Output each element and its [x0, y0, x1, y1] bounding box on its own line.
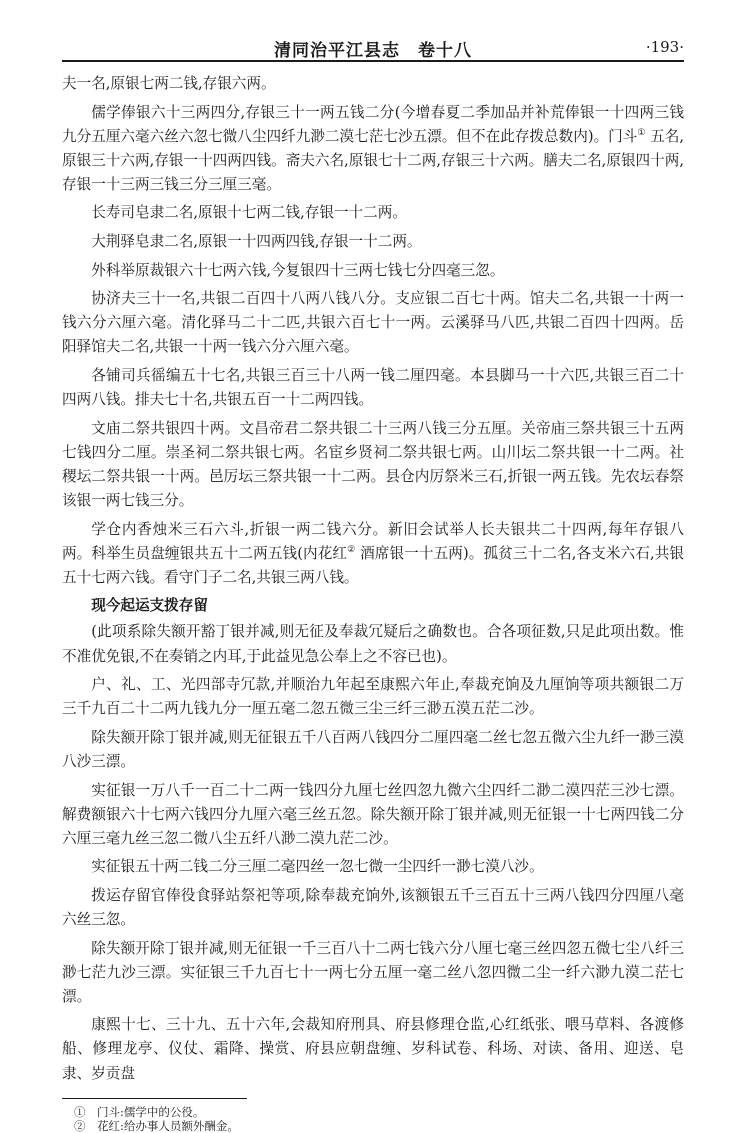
paragraph: [62, 259, 684, 283]
paragraph-text: 各铺司兵徭编五十七名,共银三百三十八两一钱二厘四毫。本县脚马一十六匹,共银三百二十四两八钱。排夫七十名,共银五百一十二两四钱。: [62, 367, 684, 409]
footnote-marker: ②: [347, 544, 356, 555]
page-number: ·193·: [645, 38, 684, 56]
paragraph-text: 学仓内香烛米三石六斗,折银一两二钱六分。新旧会试举人长夫银共二十四两,每年存银八两。科举生员盘缠银共五十二两五钱(内花红: [62, 520, 684, 562]
paragraph: [62, 287, 684, 359]
footnote-item: ① 门斗:儒学中的公役。: [74, 1104, 205, 1119]
paragraph-text: 五名,原银三十六两,存银一十四两四钱。斋夫六名,原银七十二两,存银三十六两。膳夫二名,原银四十两,存银一十三两三钱三分三厘三毫。: [62, 127, 685, 193]
paragraph: [62, 417, 684, 513]
footnote-marker: ①: [637, 127, 646, 138]
paragraph: [62, 201, 684, 225]
paragraph: [62, 72, 684, 96]
footnotes: [62, 1105, 684, 1133]
paragraph-text: 现今起运支拨存留: [91, 597, 208, 615]
paragraph-text: 协济夫三十一名,共银二百四十八两八钱八分。支应银二百七十两。馆夫二名,共银一十两一钱六分六厘六毫。清化驿马二十二匹,共银六百七十一两。云溪驿马八匹,共银二百四十四两。岳阳驿馆夫二名,共银一十两一钱六分六厘六毫。: [62, 290, 684, 356]
document-page: [62, 30, 684, 1133]
paragraph: [62, 230, 684, 254]
running-title: 清同治平江县志 卷十八: [274, 41, 472, 61]
paragraph: [62, 673, 684, 721]
paragraph: [62, 726, 684, 774]
paragraph-text: 外科举原裁银六十七两六钱,今复银四十三两七钱七分四毫三忽。: [91, 261, 505, 279]
paragraph-text: 拨运存留官俸役食驿站祭祀等项,除奉裁充饷外,该额银五千三百五十三两八钱四分四厘八毫六丝三忽。: [62, 886, 684, 928]
paragraph: [62, 518, 684, 590]
section-heading: [62, 594, 684, 618]
paragraph-text: 康熙十七、三十九、五十六年,会裁知府刑具、府县修理仓监,心红纸张、喂马草料、各渡修船、修理龙亭、仪仗、霜降、操赏、府县应朝盘缠、岁科试卷、科场、对读、备用、迎送、皂隶、岁贡盘: [62, 1016, 684, 1082]
paragraph: [62, 884, 684, 932]
paragraph: [62, 937, 684, 1009]
paragraph: [62, 779, 684, 851]
footnote-item: ② 花红:给办事人员额外酬金。: [74, 1118, 239, 1133]
paragraph-text: 除失额开除丁银并减,则无征银一千三百八十二两七钱六分八厘七毫三丝四忽五微七尘八纤三渺七茫九沙三漂。实征银三千九百七十一两七分五厘一毫二丝八忽四微二尘一纤六渺九漠二茫七漂。: [62, 939, 684, 1005]
paragraph: [62, 101, 684, 197]
page-header: [62, 30, 684, 62]
paragraph-text: 大荆驿皂隶二名,原银一十四两四钱,存银一十二两。: [91, 233, 422, 251]
paragraph: [62, 620, 684, 668]
paragraph-text: 户、礼、工、光四部寺冗款,并顺治九年起至康熙六年止,奉裁充饷及九厘饷等项共额银二万三千九百二十二两九钱九分一厘五毫二忽五微三尘三纤三渺五漠五茫二沙。: [62, 676, 684, 718]
paragraph-text: 儒学俸银六十三两四分,存银三十一两五钱二分(今增春夏二季加品并补荒俸银一十四两三钱九分五厘六毫六丝六忽七微八尘四纤九渺二漠七茫七沙五漂。但不在此存拨总数内)。门斗: [62, 103, 684, 145]
paragraph: [62, 364, 684, 412]
paragraph-text: 酒席银一十五两)。孤贫三十二名,各支米六石,共银五十七两六钱。看守门子二名,共银三两八钱。: [62, 544, 684, 586]
paragraph-text: 实征银一万八千一百二十二两一钱四分九厘七丝四忽九微六尘四纤二渺二漠四茫三沙七漂。解费额银六十七两六钱四分九厘六毫三丝五忽。除失额开除丁银并减,则无征银一十七两四钱二分六厘三毫九丝三忽二微八尘五纤八渺二漠九茫二沙。: [62, 781, 684, 847]
paragraph: [62, 1013, 684, 1085]
paragraph-text: 实征银五十两二钱二分三厘二毫四丝一忽七微一尘四纤一渺七漠八沙。: [91, 858, 544, 876]
footnote-divider: [62, 1098, 247, 1099]
paragraph-text: 长寿司皂隶二名,原银十七两二钱,存银一十二两。: [91, 204, 407, 222]
paragraph-text: 夫一名,原银七两二钱,存银六两。: [62, 75, 276, 92]
paragraph: [62, 855, 684, 879]
paragraph-text: (此项系除失额开豁丁银并减,则无征及奉裁冗疑后之确数也。合各项征数,只足此项出数。惟不准优免银,不在奏销之内耳,于此益见急公奉上之不容已也)。: [62, 623, 684, 665]
document-body: [62, 72, 684, 1086]
paragraph-text: 文庙二祭共银四十两。文昌帝君二祭共银二十三两八钱三分五厘。关帝庙三祭共银三十五两七钱四分二厘。崇圣祠二祭共银七两。名宦乡贤祠二祭共银七两。山川坛二祭共银一十二两。社稷坛二祭共银一十两。邑厉坛三祭共银一十二两。县仓内厉祭米三石,折银一两五钱。先农坛春祭该银一两七钱三分。: [62, 419, 684, 509]
paragraph-text: 除失额开除丁银并减,则无征银五千八百两八钱四分二厘四毫二丝七忽五微六尘九纤一渺三漠八沙三漂。: [62, 728, 684, 770]
